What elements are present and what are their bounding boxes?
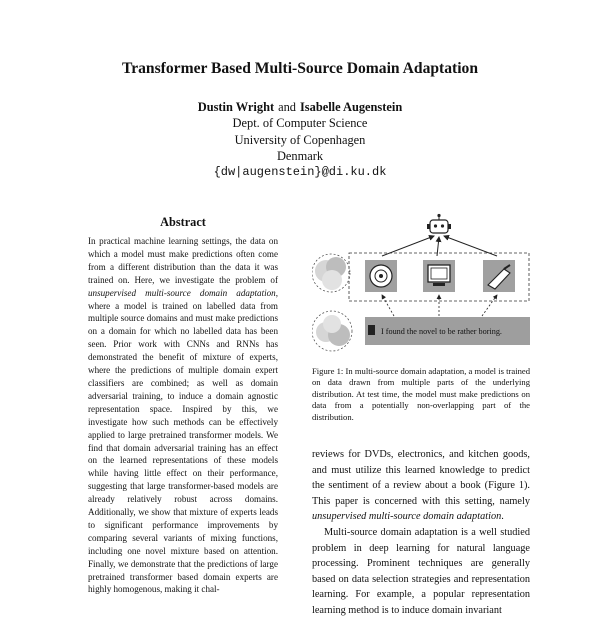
body-paragraph-2: Multi-source domain adaptation is a well studied problem in deep learning for natural language processing. Prominent techniques are generally based on data selection strategies and representation learning. For example, a popular representation learning method is to induce domain invariant xyxy=(312,526,530,616)
affiliation-dept: Dept. of Computer Science xyxy=(232,116,368,131)
abstract-heading: Abstract xyxy=(160,215,206,229)
input-review-box xyxy=(365,317,530,345)
source-distribution-cluster xyxy=(312,254,350,292)
author-conjunction: and xyxy=(278,100,296,114)
abstract-emphasis: unsupervised multi-source domain adaptation xyxy=(88,287,276,298)
author-1: Dustin Wright xyxy=(197,100,275,114)
paper-title: Transformer Based Multi-Source Domain Adaptation xyxy=(121,60,479,77)
affiliation-university: University of Copenhagen xyxy=(234,132,366,147)
target-distribution-cluster xyxy=(312,311,352,351)
affiliation-country: Denmark xyxy=(276,148,324,163)
author-2: Isabelle Augenstein xyxy=(299,100,403,114)
abstract-text-part-2: , where a model is trained on labelled data from multiple source domains and must make predictions on a domain for which no labelled data has been seen. Prior work with CNNs and RNNs has demonstrated the benefit of mixture of experts, where the predictions of multiple domain expert classifiers are combined; as well as domain adversarial training, to induce a domain agnostic representation space. Inspired by this, we investigate how such methods can be effectively applied to large pretrained transformer models. We find that domain adversarial training has an effect on the learned representations of these models while having little effect on their performance, suggesting that large transformer-based models are already relatively robust across domains. Additionally, we show that mixture of experts leads to significant performance improvements by comparing several variants of mixing functions, including one novel mixture based on attention. Finally, we demonstrate that the predictions of large pretrained transformer based domain experts are highly homogenous, making it chal- xyxy=(88,287,278,595)
figure-caption: Figure 1: In multi-source domain adaptation, a model is trained on data drawn from multiple parts of the underlying distribution. At test time, the model must make predictions on data from a potentially non-overlapping part of the distribution. xyxy=(312,366,530,422)
abstract-text xyxy=(88,235,278,596)
robot-icon xyxy=(427,214,451,233)
kitchen-domain-icon xyxy=(483,260,515,292)
figure-1 xyxy=(312,213,530,355)
abstract-text-part-1: In practical machine learning settings, the data on which a model must make predictions often come from a different distribution than the data it was trained on. Here, we investigate the problem of xyxy=(88,236,278,285)
author-block xyxy=(0,99,600,180)
body-paragraph-1-end: . xyxy=(501,511,504,523)
author-names xyxy=(0,99,600,115)
body-paragraph-1-text: reviews for DVDs, electronics, and kitchen goods, and must utilize this learned knowledge to predict the sentiment of a review about a book (Figure 1). This paper is concerned with this setting, namely xyxy=(312,449,530,507)
electronics-domain-icon xyxy=(423,260,455,292)
dvd-domain-icon xyxy=(365,260,397,292)
input-review-text: I found the novel to be rather boring. xyxy=(381,327,502,336)
body-text xyxy=(312,447,530,619)
author-email: {dw|augenstein}@di.ku.dk xyxy=(213,165,387,180)
body-paragraph-1 xyxy=(312,447,530,525)
body-paragraph-1-emphasis: unsupervised multi-source domain adaptation xyxy=(312,511,502,523)
